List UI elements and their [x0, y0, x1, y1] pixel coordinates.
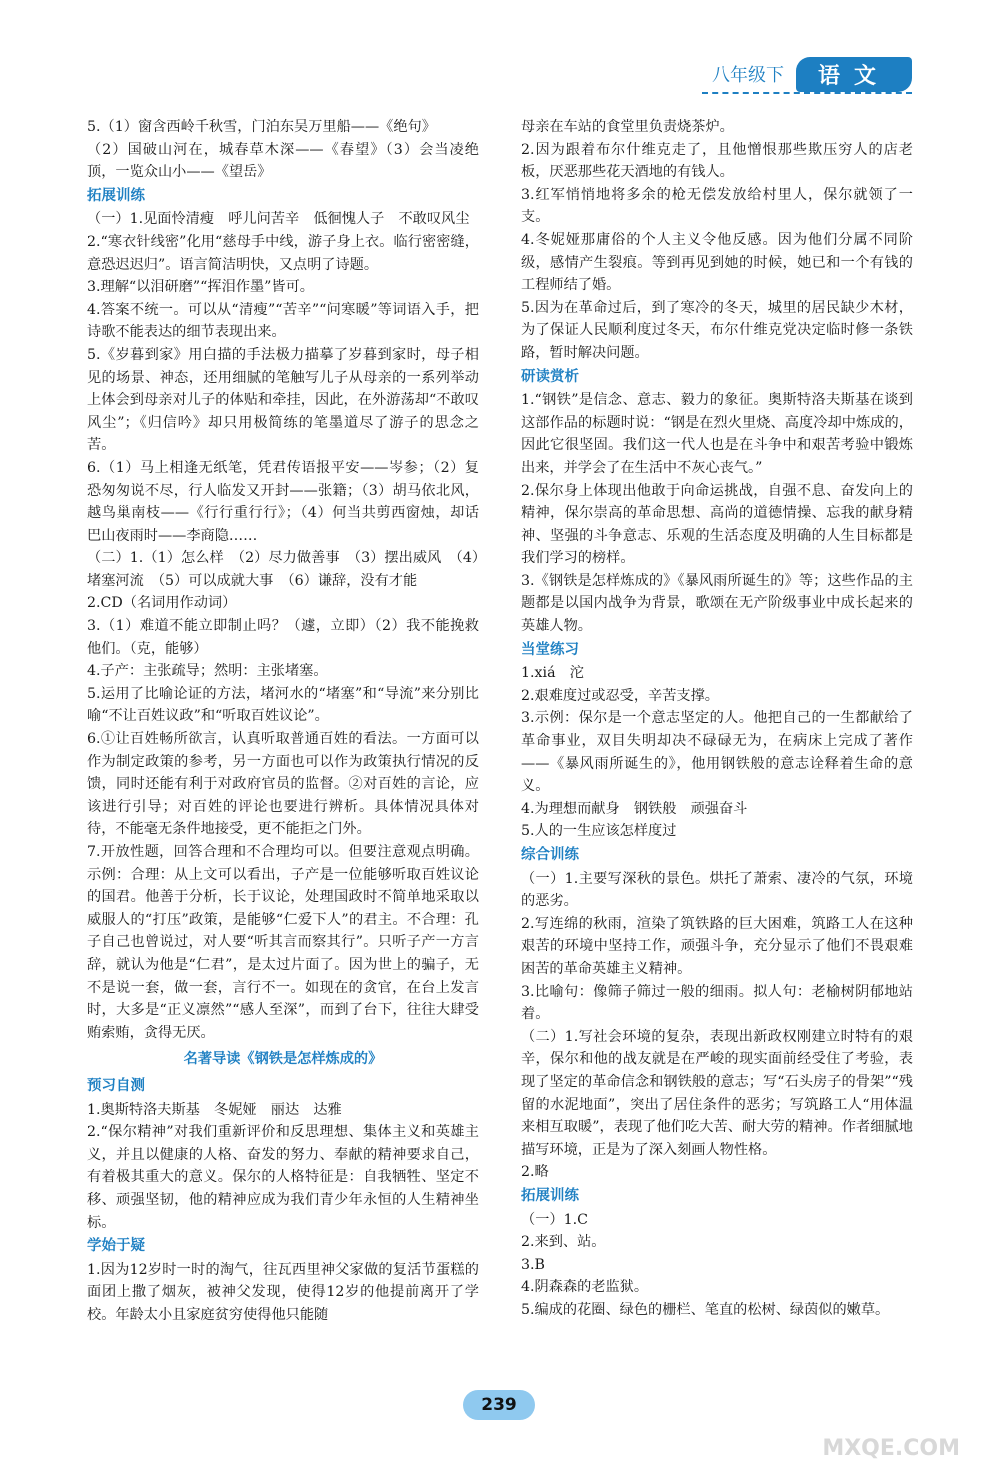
paragraph: 5.人的一生应该怎样度过 [521, 823, 677, 840]
section-heading: 拓展训练 [87, 187, 145, 204]
page-header [712, 58, 912, 90]
paragraph: 3.红军悄悄地将多余的枪无偿发放给村里人，保尔就领了一支。 [521, 186, 913, 226]
paragraph: 3.B [521, 1256, 545, 1273]
paragraph: 4.子产：主张疏导；然明：主张堵塞。 [87, 663, 328, 680]
paragraph: 7.开放性题，回答合理和不合理均可以。但要注意观点明确。示例：合理：从上文可以看出，子产是一位能够听取百姓议论的国君。他善于分析，长于议论，处理国政时不简单地采取以威服人的“打压”政策，是能够“仁爱下人”的君主。不合理：孔子自己也曾说过，对人要“听其言而察其行”。只听子产一方言辞，就认为他是“仁君”，是太过片面了。因为世上的骗子，无不是说一套，做一套，言行不一。如现在的贪官，在台上发言时，大多是“正义凛然”“感人至深”，而到了台下，往往大肆受贿索贿，贪得无厌。 [87, 844, 479, 1041]
section-heading: 当堂练习 [521, 641, 579, 658]
paragraph: 1.奥斯特洛夫斯基 冬妮娅 丽达 达雅 [87, 1101, 342, 1118]
paragraph: 2.“寒衣针线密”化用“慈母手中线，游子身上衣。临行密密缝，意恐迟迟归”。语言简洁明快，又点明了诗题。 [87, 233, 479, 273]
paragraph: 3.理解“以泪研磨”“挥泪作墨”皆可。 [87, 279, 314, 296]
paragraph: 2.因为跟着布尔什维克走了，且他憎恨那些欺压穷人的店老板，厌恶那些花天酒地的有钱人。 [521, 141, 913, 181]
paragraph: 4.答案不统一。可以从“清瘦”“苦辛”“问寒暖”等词语入手，把诗歌不能表达的细节表现出来。 [87, 301, 479, 341]
paragraph: 3.示例：保尔是一个意志坚定的人。他把自己的一生都献给了革命事业，双目失明却决不碌碌无为，在病床上完成了著作——《暴风雨所诞生的》，他用钢铁般的意志诠释着生命的意义。 [521, 710, 913, 795]
paragraph: 6.①让百姓畅所欲言，认真听取普通百姓的看法。一方面可以作为制定政策的参考，另一方面也可以作为政策执行情况的反馈，同时还能有利于对政府官员的监督。②对百姓的言论，应该进行引导；对百姓的评论也要进行辨析。具体情况具体对待，不能毫无条件地接受，更不能拒之门外。 [87, 731, 479, 838]
paragraph: 2.保尔身上体现出他敢于向命运挑战，自强不息、奋发向上的精神，保尔崇高的革命思想、高尚的道德情操、忘我的献身精神、坚强的斗争意志、乐观的生活态度及明确的人生目标都是我们学习的榜样。 [521, 482, 913, 567]
paragraph: 4.为理想而献身 钢铁般 顽强奋斗 [521, 800, 748, 817]
paragraph: （一）1.C [521, 1211, 588, 1228]
paragraph: （一）1.主要写深秋的景色。烘托了萧索、凄冷的气氛，环境的恶劣。 [521, 870, 913, 910]
paragraph: 3.《钢铁是怎样炼成的》《暴风雨所诞生的》等；这些作品的主题都是以国内战争为背景，歌颂在无产阶级事业中成长起来的英雄人物。 [521, 572, 913, 635]
section-heading: 学始于疑 [87, 1238, 145, 1255]
paragraph: 1.xiá 沱 [521, 665, 584, 682]
paragraph: 2.艰难度过或忍受，辛苦支撑。 [521, 687, 719, 704]
header-divider [702, 92, 912, 94]
grade-label: 八年级下 [711, 65, 784, 86]
section-heading: 拓展训练 [521, 1187, 579, 1204]
page-number: 239 [463, 1390, 535, 1420]
paragraph: 1.因为12岁时一时的淘气，往瓦西里神父家做的复活节蛋糕的面团上撒了烟灰，被神父发现，使得12岁的他提前离开了学校。年龄太小且家庭贫穷使得他只能随 [87, 1261, 479, 1323]
section-heading: 预习自测 [87, 1077, 145, 1094]
paragraph: （2）国破山河在，城春草木深——《春望》（3）会当凌绝顶，一览众山小——《望岳》 [87, 141, 479, 181]
paragraph: 2.写连绵的秋雨，渲染了筑铁路的巨大困难，筑路工人在这种艰苦的环境中坚持工作，顽强斗争，充分显示了他们不畏艰难困苦的革命英雄主义精神。 [521, 915, 913, 977]
chapter-title: 名著导读《钢铁是怎样炼成的》 [183, 1051, 383, 1068]
paragraph: 5.因为在革命过后，到了寒冷的冬天，城里的居民缺少木材，为了保证人民顺利度过冬天，布尔什维克党决定临时修一条铁路，暂时解决问题。 [521, 299, 913, 361]
paragraph: 5.编成的花圈、绿色的栅栏、笔直的松树、绿茵似的嫩草。 [521, 1301, 890, 1318]
paragraph: 5.运用了比喻论证的方法，堵河水的“堵塞”和“导流”来分别比喻“不让百姓议政”和“听取百姓议论”。 [87, 685, 479, 725]
paragraph: 2.CD（名词用作动词） [87, 595, 237, 612]
paragraph: 2.来到、站。 [521, 1234, 606, 1251]
paragraph: 1.“钢铁”是信念、意志、毅力的象征。奥斯特洛夫斯基在谈到这部作品的标题时说：“钢是在烈火里烧、高度冷却中炼成的，因此它很坚固。我们这一代人也是在斗争中和艰苦考验中锻炼出来，并学会了在生活中不灰心丧气。” [521, 392, 913, 476]
paragraph: 2.略 [521, 1164, 549, 1181]
paragraph: （二）1.（1）怎么样 （2）尽力做善事 （3）摆出威风 （4）堵塞河流 （5）可以成就大事 （6）谦辞，没有才能 [87, 550, 479, 589]
paragraph: 母亲在车站的食堂里负责烧茶炉。 [521, 119, 734, 135]
paragraph: 3.（1）难道不能立即制止吗？（遽，立即）（2）我不能挽救他们。（克，能够） [87, 618, 479, 657]
right-column [521, 116, 913, 1321]
paragraph: 4.冬妮娅那庸俗的个人主义令他反感。因为他们分属不同阶级，感情产生裂痕。等到再见到她的时候，她已和一个有钱的工程师结了婚。 [521, 231, 913, 294]
paragraph: 5.《岁暮到家》用白描的手法极力描摹了岁暮到家时，母子相见的场景、神态，还用细腻的笔触写儿子从母亲的一系列举动上体会到母亲对儿子的体贴和牵挂，因此，在外游荡却“不敢叹风尘”；《归信吟》却只用极简练的笔墨道尽了游子的思念之苦。 [87, 346, 479, 454]
paragraph: （二）1.写社会环境的复杂，表现出新政权刚建立时特有的艰辛，保尔和他的战友就是在严峻的现实面前经受住了考验，表现了坚定的革命信念和钢铁般的意志；写“石头房子的骨架”“残留的水泥地面”，突出了居住条件的恶劣；写筑路工人“用体温来相互取暖”，表现了他们吃大苦、耐大劳的精神。作者细腻地描写环境，正是为了深入刻画人物性格。 [521, 1028, 913, 1158]
section-heading: 研读赏析 [521, 368, 579, 385]
left-column [87, 116, 479, 1326]
paragraph: 5.（1）窗含西岭千秋雪，门泊东吴万里船——《绝句》 [87, 119, 436, 135]
paragraph: 3.比喻句：像筛子筛过一般的细雨。拟人句：老榆树阴郁地站着。 [521, 983, 913, 1023]
paragraph: （一）1.见面怜清瘦 呼儿问苦辛 低徊愧人子 不敢叹风尘 [87, 211, 470, 228]
section-heading: 综合训练 [521, 847, 579, 863]
paragraph: 6.（1）马上相逢无纸笔，凭君传语报平安——岑参；（2）复恐匆匆说不尽，行人临发又开封——张籍；（3）胡马依北风，越鸟巢南枝——《行行重行行》；（4）何当共剪西窗烛，却话巴山夜雨时——李商隐…… [87, 459, 479, 544]
subject-badge: 语文 [796, 57, 912, 92]
watermark: MXQE.COM [822, 1436, 960, 1461]
paragraph: 2.“保尔精神”对我们重新评价和反思理想、集体主义和英雄主义，并且以健康的人格、奋发的努力、奉献的精神要求自己，有着极其重大的意义。保尔的人格特征是：自我牺牲、坚定不移、顽强坚韧，他的精神应成为我们青少年永恒的人生精神坐标。 [87, 1124, 479, 1231]
paragraph: 4.阴森森的老监狱。 [521, 1279, 649, 1296]
